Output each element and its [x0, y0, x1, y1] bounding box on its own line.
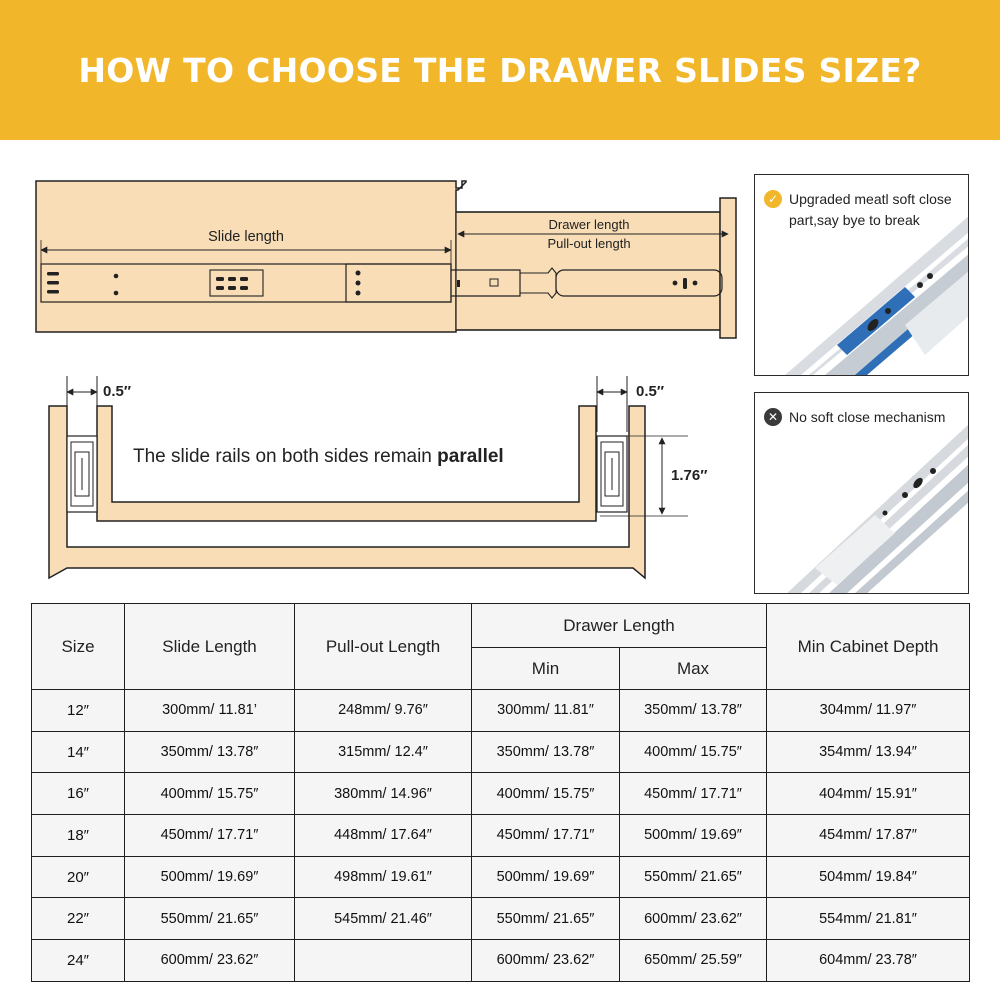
cell-drawer-min: 400mm/ 15.75″	[472, 773, 620, 815]
cell-pullout-length: 545mm/ 21.46″	[295, 898, 472, 940]
table-row	[32, 773, 970, 815]
soft-close-text: Upgraded meatl soft close part,say bye to break	[789, 191, 952, 228]
title-banner	[0, 0, 1000, 140]
cell-drawer-max: 450mm/ 17.71″	[620, 773, 767, 815]
cell-size: 20″	[32, 856, 125, 898]
cell-pullout-length: 448mm/ 17.64″	[295, 815, 472, 857]
cell-slide-length: 450mm/ 17.71″	[125, 815, 295, 857]
diagram-svg	[0, 140, 750, 600]
right-rail	[597, 436, 627, 512]
table-row	[32, 856, 970, 898]
no-soft-close-card	[754, 392, 969, 594]
size-table	[31, 603, 970, 982]
cell-slide-length: 500mm/ 19.69″	[125, 856, 295, 898]
slide-length-label: Slide length	[208, 229, 284, 245]
height-label: 1.76″	[671, 467, 708, 484]
parallel-text: The slide rails on both sides remain	[133, 446, 438, 467]
cell-drawer-min: 550mm/ 21.65″	[472, 898, 620, 940]
cell-min-cabinet-depth: 404mm/ 15.91″	[767, 773, 970, 815]
cell-drawer-max: 600mm/ 23.62″	[620, 898, 767, 940]
parallel-caption	[133, 446, 504, 467]
cell-min-cabinet-depth: 354mm/ 13.94″	[767, 731, 970, 773]
table-row	[32, 898, 970, 940]
cell-size: 18″	[32, 815, 125, 857]
cell-slide-length: 550mm/ 21.65″	[125, 898, 295, 940]
drawer-length-label: Drawer length	[548, 217, 630, 232]
cell-min-cabinet-depth: 504mm/ 19.84″	[767, 856, 970, 898]
cell-drawer-min: 300mm/ 11.81″	[472, 690, 620, 732]
table-row	[32, 815, 970, 857]
table-row	[32, 940, 970, 982]
header-pullout-length: Pull-out Length	[295, 604, 472, 690]
cell-min-cabinet-depth: 304mm/ 11.97″	[767, 690, 970, 732]
cell-drawer-max: 400mm/ 15.75″	[620, 731, 767, 773]
header-size: Size	[32, 604, 125, 690]
check-icon: ✓	[764, 190, 782, 208]
cell-size: 14″	[32, 731, 125, 773]
cell-drawer-max: 500mm/ 19.69″	[620, 815, 767, 857]
no-soft-close-text: No soft close mechanism	[789, 409, 946, 425]
cell-min-cabinet-depth: 454mm/ 17.87″	[767, 815, 970, 857]
cell-drawer-min: 600mm/ 23.62″	[472, 940, 620, 982]
cell-slide-length: 350mm/ 13.78″	[125, 731, 295, 773]
drawer-front-view	[49, 376, 707, 578]
gap-right-label: 0.5″	[636, 383, 665, 400]
cell-min-cabinet-depth: 604mm/ 23.78″	[767, 940, 970, 982]
pullout-length-label: Pull-out length	[547, 236, 631, 251]
cell-min-cabinet-depth: 554mm/ 21.81″	[767, 898, 970, 940]
cell-slide-length: 300mm/ 11.81’	[125, 690, 295, 732]
cell-drawer-min: 500mm/ 19.69″	[472, 856, 620, 898]
header-max: Max	[620, 648, 767, 690]
cell-drawer-min: 450mm/ 17.71″	[472, 815, 620, 857]
cell-pullout-length: 248mm/ 9.76″	[295, 690, 472, 732]
cell-drawer-max: 550mm/ 21.65″	[620, 856, 767, 898]
cell-size: 22″	[32, 898, 125, 940]
header-min: Min	[472, 648, 620, 690]
gap-left-label: 0.5″	[103, 383, 132, 400]
cell-drawer-min: 350mm/ 13.78″	[472, 731, 620, 773]
cell-drawer-max: 350mm/ 13.78″	[620, 690, 767, 732]
table-row	[32, 731, 970, 773]
drawer-front	[720, 198, 736, 338]
cell-slide-length: 600mm/ 23.62″	[125, 940, 295, 982]
cell-size: 16″	[32, 773, 125, 815]
soft-close-card	[754, 174, 969, 376]
cell-pullout-length	[295, 940, 472, 982]
page-title: HOW TO CHOOSE THE DRAWER SLIDES SIZE?	[78, 50, 922, 90]
x-icon: ✕	[764, 408, 782, 426]
table-row	[32, 690, 970, 732]
cabinet-side-view	[36, 181, 736, 338]
cell-size: 24″	[32, 940, 125, 982]
parallel-bold: parallel	[437, 446, 504, 467]
cell-size: 12″	[32, 690, 125, 732]
cell-pullout-length: 380mm/ 14.96″	[295, 773, 472, 815]
cell-pullout-length: 498mm/ 19.61″	[295, 856, 472, 898]
cell-drawer-max: 650mm/ 25.59″	[620, 940, 767, 982]
header-min-cabinet-depth: Min Cabinet Depth	[767, 604, 970, 690]
header-slide-length: Slide Length	[125, 604, 295, 690]
dimension-diagram	[0, 140, 750, 600]
cell-pullout-length: 315mm/ 12.4″	[295, 731, 472, 773]
cell-slide-length: 400mm/ 15.75″	[125, 773, 295, 815]
header-drawer-length: Drawer Length	[472, 604, 767, 648]
left-rail	[67, 436, 97, 512]
